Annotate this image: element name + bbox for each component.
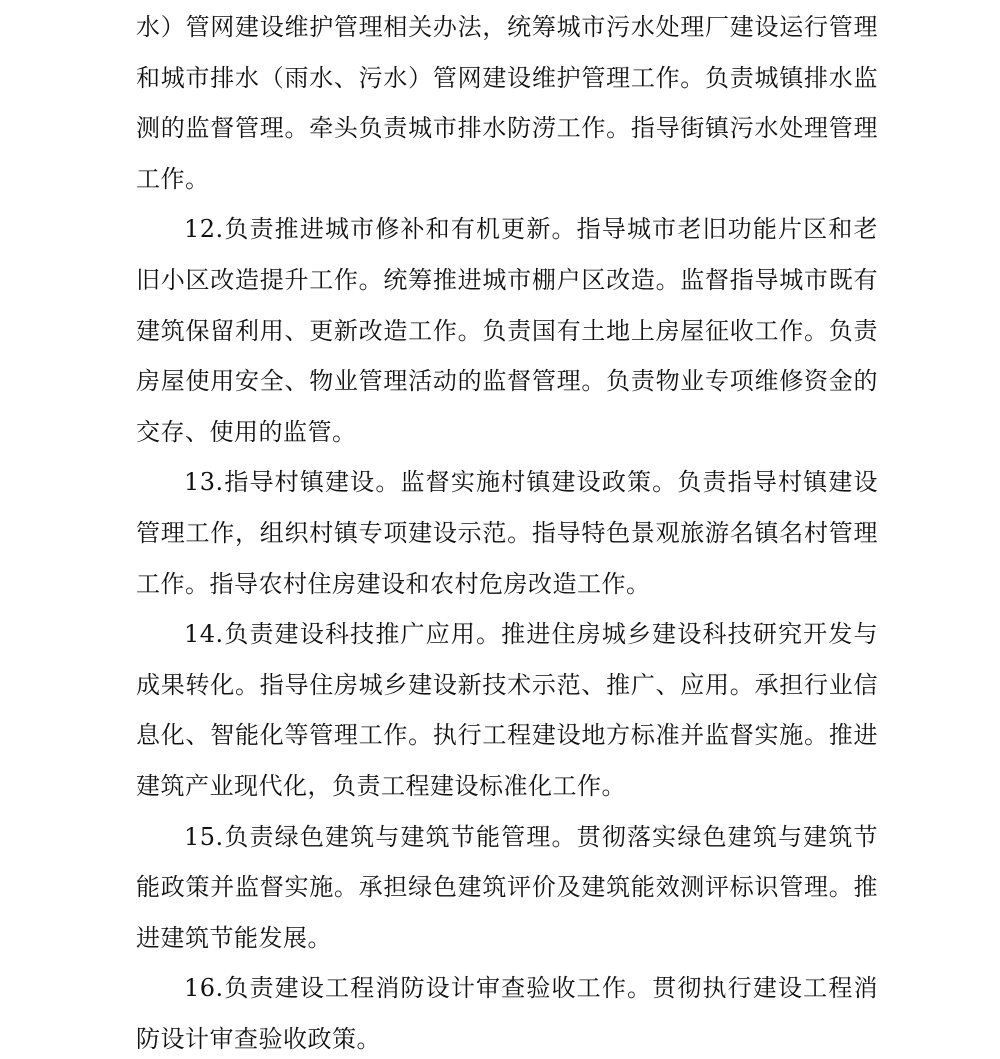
paragraph-item-16: 16.负责建设工程消防设计审查验收工作。贯彻执行建设工程消防设计审查验收政策。 [136,974,878,1053]
paragraph-continued: 水）管网建设维护管理相关办法，统筹城市污水处理厂建设运行管理和城市排水（雨水、污水）管网建设维护管理工作。负责城镇排水监测的监督管理。牵头负责城市排水防涝工作。指导街镇污水处理管理工作。 [136,13,878,193]
paragraph-item-15: 15.负责绿色建筑与建筑节能管理。贯彻落实绿色建筑与建筑节能政策并监督实施。承担绿色建筑评价及建筑能效测评标识管理。推进建筑节能发展。 [136,822,878,952]
paragraph-item-12: 12.负责推进城市修补和有机更新。指导城市老旧功能片区和老旧小区改造提升工作。统筹推进城市棚户区改造。监督指导城市既有建筑保留利用、更新改造工作。负责国有土地上房屋征收工作。负责房屋使用安全、物业管理活动的监督管理。负责物业专项维修资金的交存、使用的监管。 [136,215,878,446]
paragraph-item-13: 13.指导村镇建设。监督实施村镇建设政策。负责指导村镇建设管理工作，组织村镇专项建设示范。指导特色景观旅游名镇名村管理工作。指导农村住房建设和农村危房改造工作。 [136,468,878,598]
document-body [136,2,878,1059]
paragraph-item-14: 14.负责建设科技推广应用。推进住房城乡建设科技研究开发与成果转化。指导住房城乡建设新技术示范、推广、应用。承担行业信息化、智能化等管理工作。执行工程建设地方标准并监督实施。推进建筑产业现代化，负责工程建设标准化工作。 [136,620,878,800]
